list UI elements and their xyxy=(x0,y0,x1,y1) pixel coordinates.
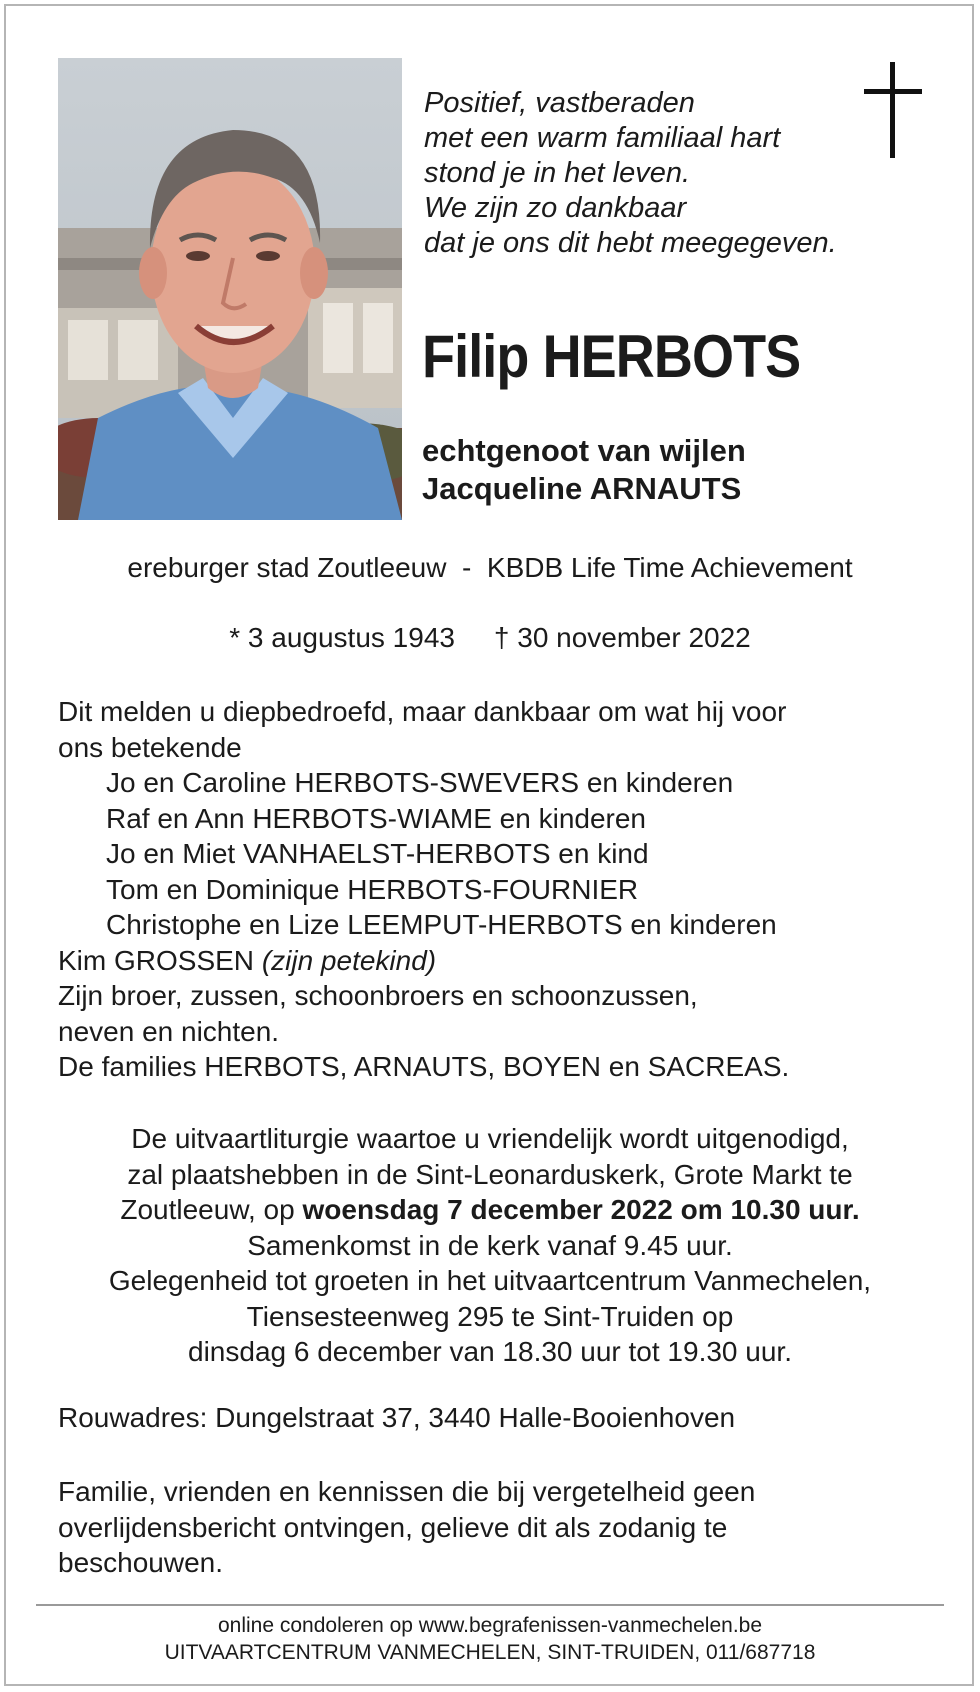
announcement-line: De families HERBOTS, ARNAUTS, BOYEN en SACREAS. xyxy=(58,1051,790,1082)
announcement-line: Dit melden u diepbedroefd, maar dankbaar om wat hij voor xyxy=(58,696,787,727)
funeral-line: dinsdag 6 december van 18.30 uur tot 19.30 uur. xyxy=(188,1336,792,1367)
poem-line: dat je ons dit hebt meegegeven. xyxy=(424,227,837,259)
announcement-line: ons betekende xyxy=(58,731,242,763)
cross-icon xyxy=(864,62,922,158)
spouse-name: Jacqueline ARNAUTS xyxy=(422,471,742,506)
closing-line: overlijdensbericht ontvingen, gelieve dit als zodanig te xyxy=(58,1511,728,1543)
poem-line: Positief, vastberaden xyxy=(424,87,695,119)
family-member: Jo en Caroline HERBOTS-SWEVERS en kinderen xyxy=(106,767,734,798)
funeral-line: Tiensesteenweg 295 te Sint-Truiden op xyxy=(246,1300,734,1332)
poem-line: We zijn zo dankbaar xyxy=(424,192,687,224)
memorial-poem xyxy=(424,86,837,261)
closing-line: beschouwen. xyxy=(58,1547,224,1578)
poem-line: stond je in het leven. xyxy=(424,157,691,189)
footer xyxy=(0,1612,980,1666)
funeral-date-line xyxy=(0,1192,980,1228)
poem-line: met een warm familiaal hart xyxy=(424,122,781,154)
honors-line: ereburger stad Zoutleeuw - KBDB Life Time Achievement xyxy=(127,552,853,583)
godchild-line xyxy=(58,943,789,979)
spouse-info xyxy=(422,432,746,508)
portrait-photo xyxy=(58,58,402,520)
closing-note xyxy=(58,1474,755,1581)
godchild-note: (zijn petekind) xyxy=(261,944,437,976)
family-member: Christophe en Lize LEEMPUT-HERBOTS en kinderen xyxy=(106,909,777,940)
funeral-home-contact: UITVAARTCENTRUM VANMECHELEN, SINT-TRUIDEN, 011/687718 xyxy=(164,1641,816,1664)
deceased-name: Filip HERBOTS xyxy=(422,323,801,390)
closing-line: Familie, vrienden en kennissen die bij vergetelheid geen xyxy=(58,1476,756,1507)
funeral-details xyxy=(0,1121,980,1370)
godchild-name: Kim GROSSEN xyxy=(58,944,255,976)
funeral-line: De uitvaartliturgie waartoe u vriendelijk wordt uitgenodigd, xyxy=(131,1123,849,1154)
family-member: Raf en Ann HERBOTS-WIAME en kinderen xyxy=(106,802,646,834)
birth-date: * 3 augustus 1943 xyxy=(229,622,455,653)
announcement-line: neven en nichten. xyxy=(58,1015,280,1047)
family-member: Tom en Dominique HERBOTS-FOURNIER xyxy=(106,873,639,905)
funeral-datetime: woensdag 7 december 2022 om 10.30 uur. xyxy=(302,1194,860,1225)
mourning-address: Rouwadres: Dungelstraat 37, 3440 Halle-Booienhoven xyxy=(58,1402,736,1433)
condolence-website: online condoleren op www.begrafenissen-vanmechelen.be xyxy=(217,1614,763,1637)
funeral-line: Zoutleeuw, op xyxy=(120,1194,295,1225)
family-member: Jo en Miet VANHAELST-HERBOTS en kind xyxy=(106,838,649,869)
life-dates xyxy=(0,622,980,654)
footer-divider xyxy=(36,1604,944,1606)
funeral-line: zal plaatshebben in de Sint-Leonarduskerk, Grote Markt te xyxy=(127,1158,853,1190)
announcement-line: Zijn broer, zussen, schoonbroers en schoonzussen, xyxy=(58,980,698,1011)
family-announcement xyxy=(58,694,789,1085)
spouse-line: echtgenoot van wijlen xyxy=(422,433,746,468)
death-date: † 30 november 2022 xyxy=(493,622,751,653)
funeral-line: Samenkomst in de kerk vanaf 9.45 uur. xyxy=(247,1229,733,1261)
funeral-line: Gelegenheid tot groeten in het uitvaartcentrum Vanmechelen, xyxy=(108,1265,872,1296)
